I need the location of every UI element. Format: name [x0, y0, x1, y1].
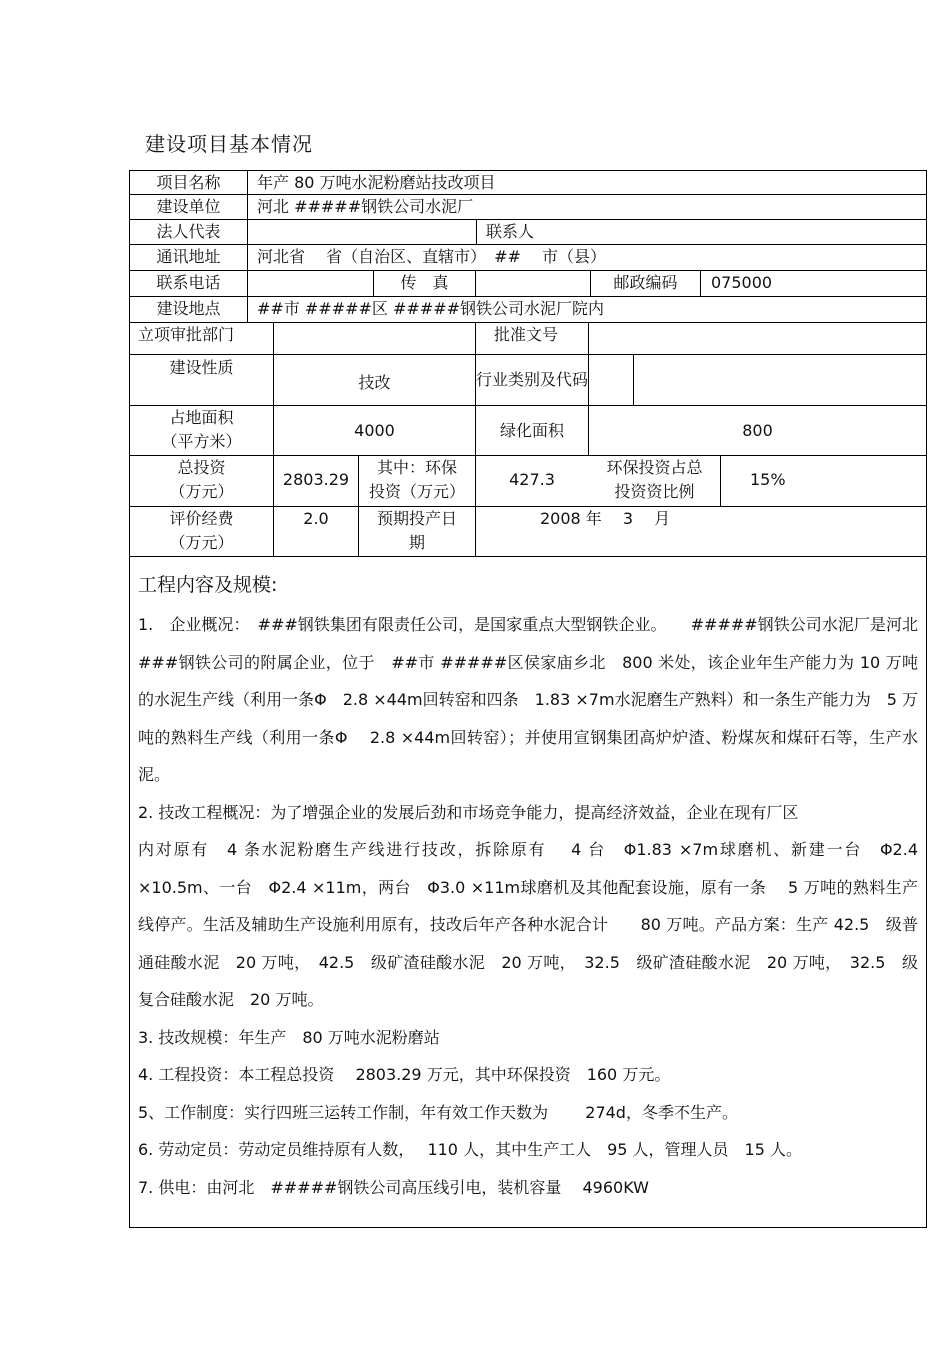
approval-doc-label: 批准文号 [494, 325, 559, 344]
row-divider [130, 556, 926, 557]
col-divider [247, 171, 248, 322]
area-label-1: 占地面积 [169, 408, 234, 427]
project-content [138, 606, 918, 1206]
area-label-2: （平方米） [161, 432, 242, 451]
legal-rep-label: 法人代表 [156, 222, 221, 241]
nature-value: 技改 [358, 373, 391, 392]
postcode-label: 邮政编码 [613, 273, 678, 292]
site-label: 建设地点 [156, 299, 221, 318]
paragraph-work-system: 5、工作制度：实行四班三运转工作制，年有效工作天数为 274d，冬季不生产。 [138, 1102, 738, 1122]
nature-label: 建设性质 [169, 358, 234, 377]
green-area-value: 800 [742, 421, 773, 440]
env-ratio-value: 15% [750, 470, 786, 489]
col-divider [476, 219, 477, 244]
phone-label: 联系电话 [156, 273, 221, 292]
paragraph-staffing: 6. 劳动定员：劳动定员维持原有人数， 110 人，其中生产工人 95 人，管理人员 15 人。 [138, 1140, 802, 1159]
builder-label: 建设单位 [156, 197, 221, 216]
evaluation-label-1: 评价经费 [169, 509, 234, 528]
row-divider [130, 194, 926, 195]
paragraph-scale: 3. 技改规模：年生产 80 万吨水泥粉磨站 [138, 1027, 440, 1047]
col-divider [475, 270, 476, 296]
env-investment-label-1: 其中：环保 [376, 458, 457, 477]
evaluation-value: 2.0 [303, 509, 329, 528]
site-value: ##市 #####区 #####钢铁公司水泥厂院内 [257, 299, 605, 318]
col-divider [633, 354, 634, 405]
paragraph-overview: 1. 企业概况： ###钢铁集团有限责任公司，是国家重点大型钢铁企业。 #####钢铁公司水泥厂是河北 ###钢铁公司的附属企业，位于 ##市 #####区侯家庙乡北 800 米处，该企业年生产能力为 10 万吨的水泥生产线（利用一条Φ 2.8 ×44m回转窑和四条 1.83 ×7m水泥磨生产熟料）和一条生产能力为 5 万吨的熟料生产线（利用一条Φ 2.8 ×44m回转窑）；并使用宣钢集团高炉炉渣、粉煤灰和煤矸石等，生产水泥。 [138, 615, 918, 784]
production-date-value: 2008 年 3 月 [540, 509, 671, 528]
paragraph-power-supply: 7. 供电：由河北 #####钢铁公司高压线引电，装机容量 4960KW [138, 1177, 649, 1197]
project-name-label: 项目名称 [156, 173, 221, 192]
project-name-value: 年产 80 万吨水泥粉磨站技改项目 [257, 173, 496, 192]
section-heading: 工程内容及规模: [138, 574, 278, 596]
evaluation-label-2: （万元） [169, 533, 234, 552]
col-divider [700, 270, 701, 296]
env-ratio-label-1: 环保投资占总 [606, 458, 703, 477]
row-divider [130, 354, 926, 355]
area-value: 4000 [354, 421, 395, 440]
env-investment-label-2: 投资（万元） [368, 482, 465, 501]
row-divider [130, 270, 926, 271]
industry-label: 行业类别及代码 [476, 370, 589, 389]
paragraph-investment: 4. 工程投资：本工程总投资 2803.29 万元，其中环保投资 160 万元。 [138, 1065, 671, 1084]
investment-label-1: 总投资 [177, 458, 226, 477]
paragraph-renovation-intro: 2. 技改工程概况：为了增强企业的发展后劲和市场竞争能力，提高经济效益，企业在现有厂区 [138, 802, 799, 822]
address-label: 通讯地址 [156, 247, 221, 266]
page-title: 建设项目基本情况 [145, 132, 313, 156]
green-area-label: 绿化面积 [499, 421, 564, 440]
env-ratio-label-2: 投资资比例 [614, 482, 695, 501]
address-value: 河北省 省（自治区、直辖市） ## 市（县） [257, 247, 606, 266]
env-investment-value: 427.3 [509, 470, 555, 489]
builder-value: 河北 #####钢铁公司水泥厂 [257, 197, 474, 216]
approval-label: 立项审批部门 [138, 325, 235, 344]
investment-value: 2803.29 [282, 470, 350, 489]
postcode-value: 075000 [711, 273, 773, 292]
investment-label-2: （万元） [169, 482, 234, 501]
paragraph-renovation-detail: 内对原有 4 条水泥粉磨生产线进行技改，拆除原有 4 台 Φ1.83 ×7m球磨机、新建一台 Φ2.4 ×10.5m、一台 Φ2.4 ×11m，两台 Φ3.0 ×11m球磨机及其他配套设施，原有一条 5 万吨的熟料生产线停产。生活及辅助生产设施利用原有，技改后年产各种水泥合计 80 万吨。产品方案：生产 42.5 级普通硅酸水泥 20 万吨， 42.5 级矿渣硅酸水泥 20 万吨， 32.5 级矿渣硅酸水泥 20 万吨， 32.5 级复合硅酸水泥 20 万吨。 [138, 840, 918, 1009]
contact-label: 联系人 [486, 222, 535, 241]
fax-label: 传 真 [400, 273, 449, 292]
col-divider [720, 455, 721, 506]
production-date-label-2: 期 [408, 533, 425, 552]
production-date-label-1: 预期投产日 [376, 509, 457, 528]
